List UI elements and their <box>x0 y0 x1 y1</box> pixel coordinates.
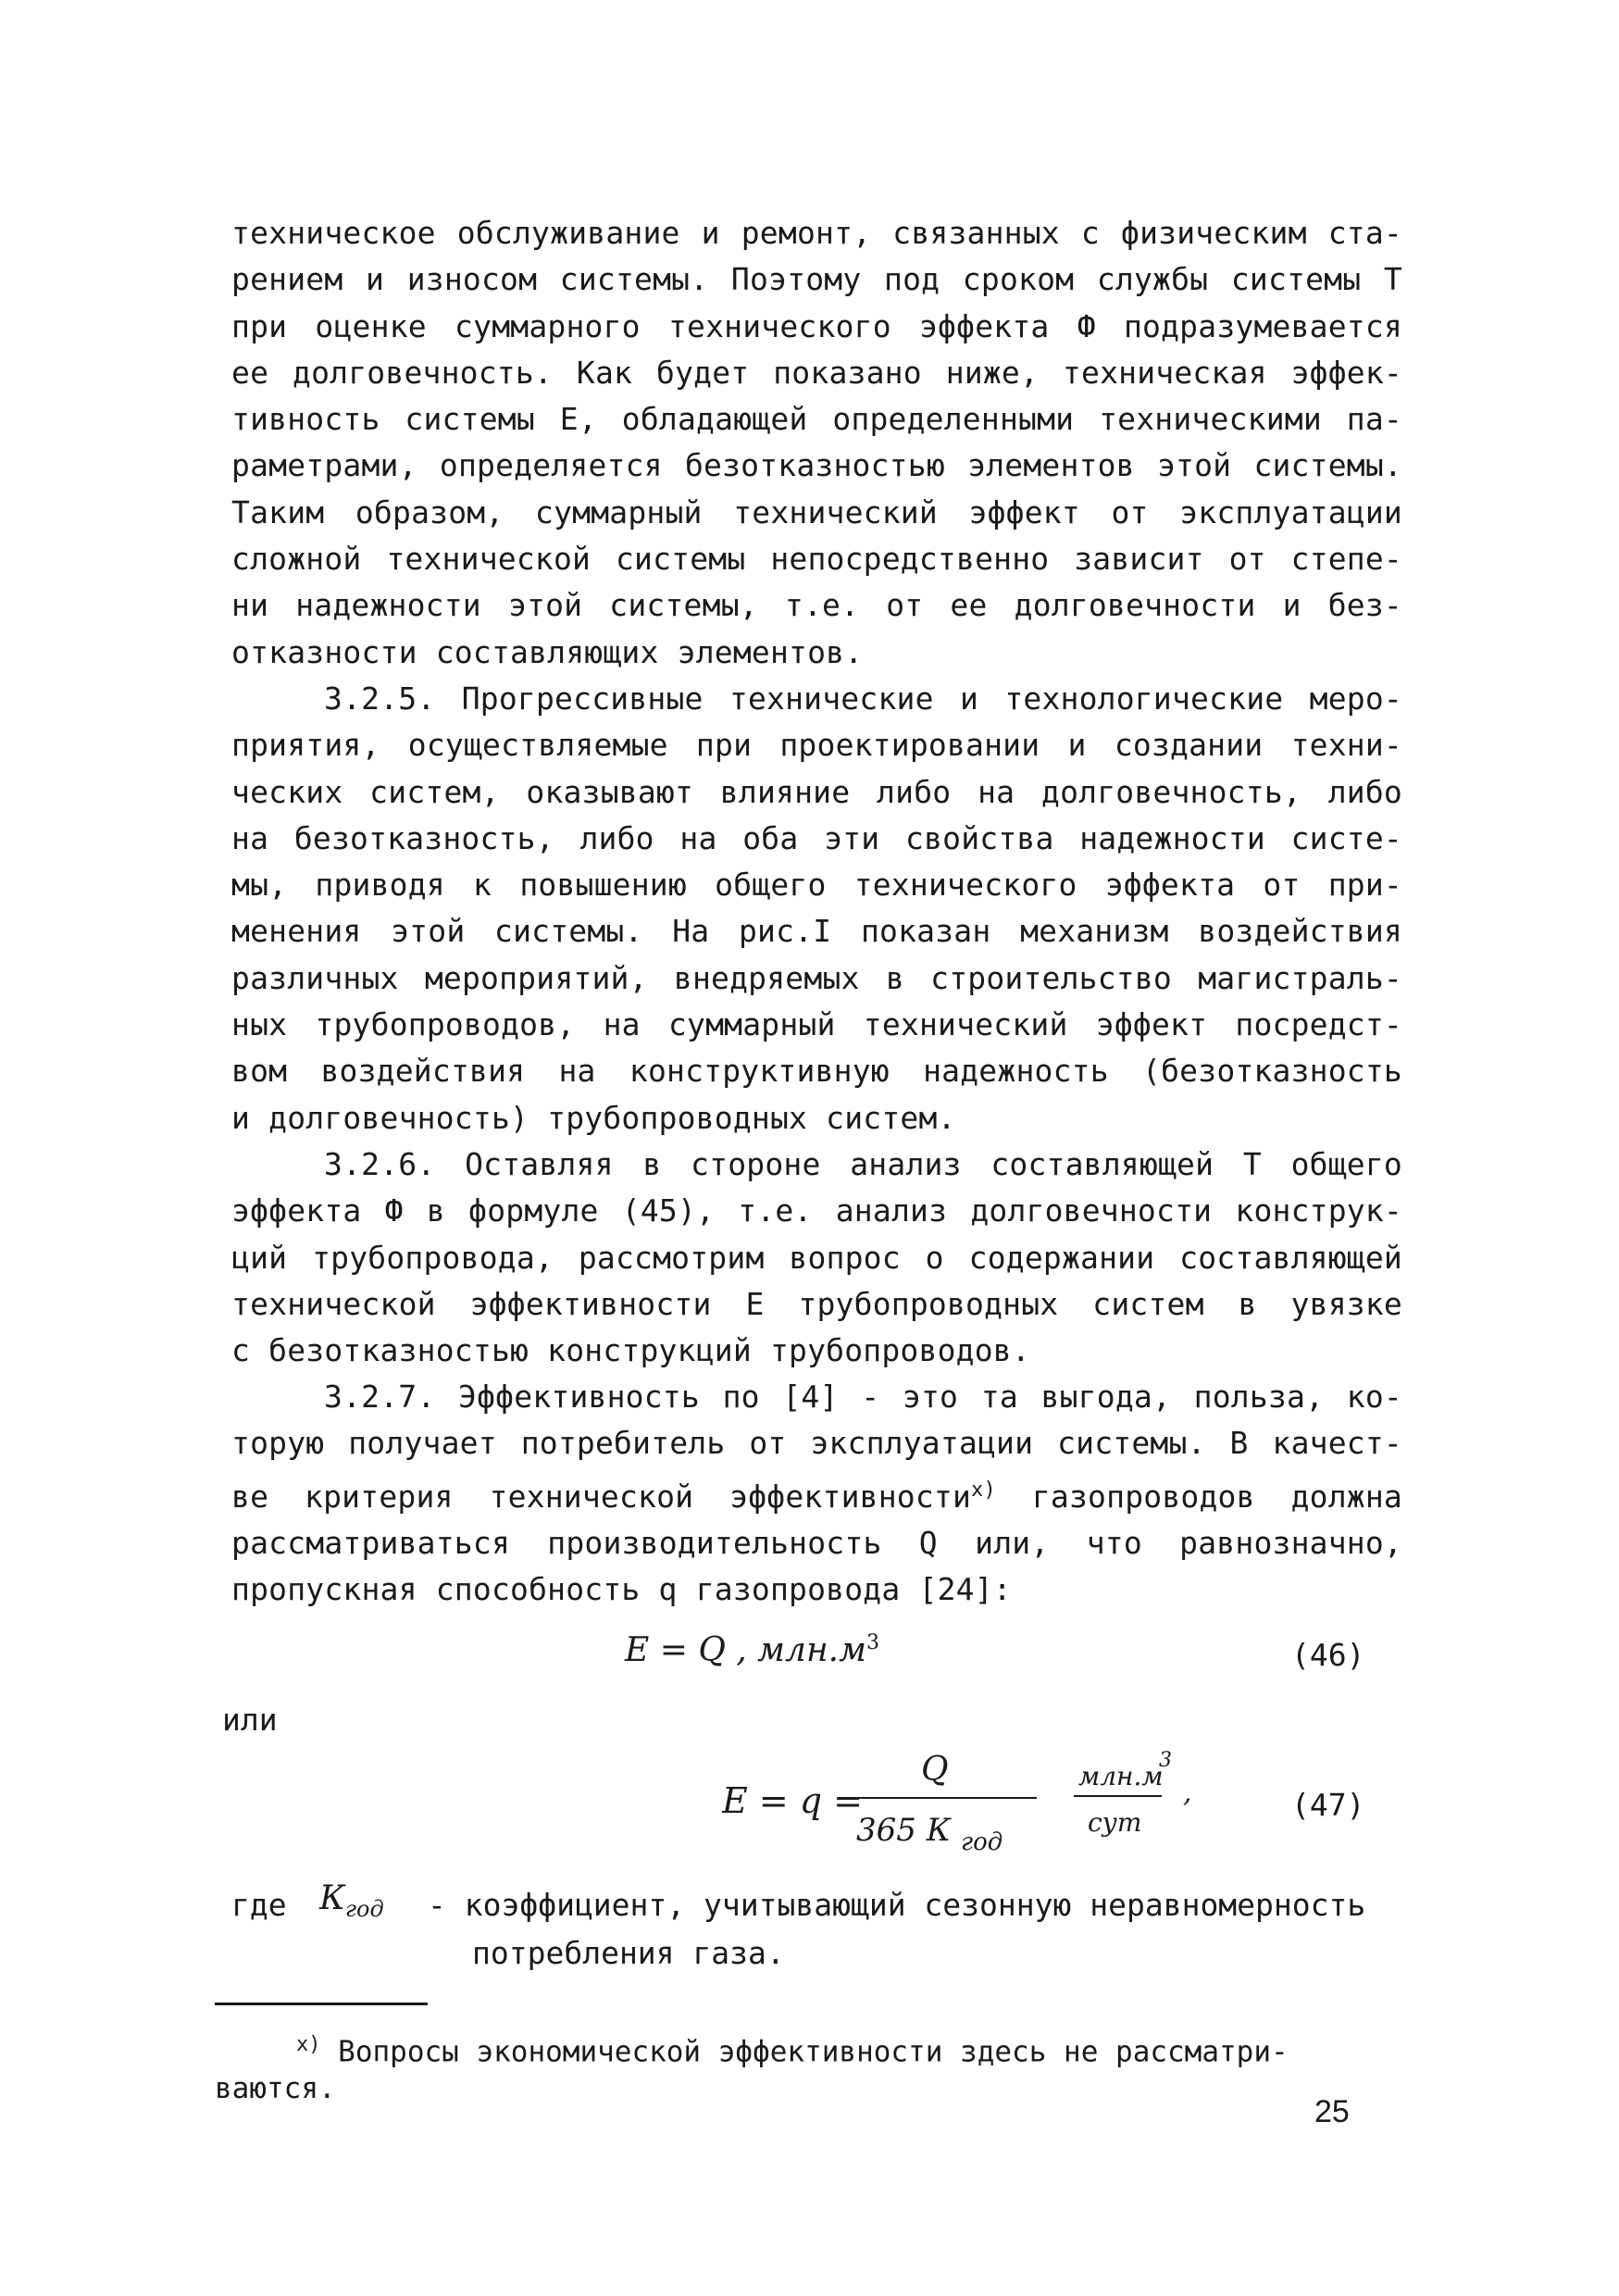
text-line: приятия, осуществляемые при проектировании и создании техни- <box>231 727 1402 764</box>
footnote-marker: x) <box>296 2033 321 2056</box>
kgod-letter: К <box>319 1879 345 1917</box>
where-word: где <box>231 1887 287 1923</box>
text-line: 3.2.6. Оставляя в стороне анализ составляющей Т общего <box>324 1146 1402 1182</box>
text-line: технической эффективности Е трубопроводных систем в увязке <box>231 1285 1402 1322</box>
unit-numerator: млн.м <box>1078 1761 1164 1791</box>
equation-46-body: E = Q , млн.м <box>625 1631 866 1669</box>
equation-46 <box>625 1631 879 1669</box>
text-segment: газопроводов должна <box>995 1478 1402 1515</box>
equation-47-number: (47) <box>1291 1787 1365 1823</box>
text-line: сложной технической системы непосредственно зависит от степе- <box>231 541 1402 578</box>
text-line: тивность системы Е, обладающей определенными техническими па- <box>231 401 1402 438</box>
text-line: 3.2.5. Прогрессивные технические и технологические меро- <box>324 680 1402 717</box>
kgod-symbol <box>319 1879 384 1922</box>
footnote-rule <box>215 2003 428 2005</box>
text-line: ни надежности этой системы, т.е. от ее долговечности и без- <box>231 587 1402 624</box>
text-line: раметрами, определяется безотказностью элементов этой системы. <box>231 447 1402 484</box>
text-line: и долговечность) трубопроводных систем. <box>231 1099 956 1136</box>
text-line: различных мероприятий, внедряемых в строительство магистраль- <box>231 959 1402 996</box>
text-line: ее долговечность. Как будет показано ниже, техническая эффек- <box>231 354 1402 391</box>
unit-comma: , <box>1183 1777 1192 1809</box>
text-line: с безотказностью конструкций трубопроводов. <box>231 1332 1030 1369</box>
text-line: вом воздействия на конструктивную надежность (безотказность <box>231 1053 1402 1090</box>
text-line: рением и износом системы. Поэтому под сроком службы системы Т <box>231 261 1402 298</box>
equation-46-exponent: 3 <box>866 1631 879 1654</box>
equation-46-number: (46) <box>1291 1637 1365 1673</box>
equation-47-numerator: Q <box>921 1751 949 1789</box>
footnote-line: ваются. <box>215 2072 336 2106</box>
paragraph-3-2-6 <box>231 1142 1402 1374</box>
text-line: менения этой системы. На рис.I показан механизм воздействия <box>231 913 1402 950</box>
text-line: рассматриваться производительность Q или, что равнозначно, <box>231 1524 1402 1561</box>
text-line: отказности составляющих элементов. <box>231 633 864 670</box>
equation-47 <box>722 1739 1055 1878</box>
text-line: ческих систем, оказывают влияние либо на долговечность, либо <box>231 773 1402 810</box>
text-line: ций трубопровода, рассмотрим вопрос о содержании составляющей <box>231 1239 1402 1276</box>
unit-graphic <box>1074 1739 1213 1878</box>
paragraph-3-2-5 <box>231 676 1402 1142</box>
equation-47-lhs: E = q = <box>722 1780 863 1821</box>
paragraph-3-2-7 <box>231 1374 1402 1613</box>
where-definition-cont: потребления газа. <box>472 1935 785 1971</box>
footnote-marker: x) <box>971 1478 996 1502</box>
kgod-subscript: год <box>344 1896 384 1923</box>
equation-47-denominator: 365 К <box>856 1812 952 1849</box>
or-word: или <box>222 1702 278 1738</box>
equation-47-graphic <box>722 1739 1055 1878</box>
text-line: пропускная способность q газопровода [24]: <box>231 1571 1012 1608</box>
footnote-text: Вопросы экономической эффективности здесь не рассматри- <box>320 2035 1289 2069</box>
text-line <box>231 1467 1402 1520</box>
equation-47-denominator-sub: год <box>961 1828 1003 1856</box>
equation-47-unit <box>1074 1739 1213 1878</box>
footnote-line <box>215 2023 1409 2074</box>
unit-exponent: 3 <box>1159 1749 1172 1772</box>
where-definition: - коэффициент, учитывающий сезонную неравномерность <box>428 1887 1366 1923</box>
text-line: эффекта Ф в формуле (45), т.е. анализ долговечности конструк- <box>231 1192 1402 1229</box>
text-line: 3.2.7. Эффективность по [4] - это та выгода, польза, ко- <box>324 1379 1402 1415</box>
paragraph-1 <box>231 210 1402 676</box>
text-line: ных трубопроводов, на суммарный технический эффект посредст- <box>231 1006 1402 1043</box>
text-line: на безотказность, либо на оба эти свойства надежности систе- <box>231 819 1402 856</box>
text-line: при оценке суммарного технического эффекта Ф подразумевается <box>231 307 1402 344</box>
unit-denominator: сут <box>1088 1807 1142 1838</box>
text-line: торую получает потребитель от эксплуатации системы. В качест- <box>231 1425 1402 1462</box>
page-number: 25 <box>1314 2094 1350 2129</box>
text-line: мы, приводя к повышению общего технического эффекта от при- <box>231 867 1402 904</box>
text-line: техническое обслуживание и ремонт, связанных с физическим ста- <box>231 215 1402 251</box>
footnote <box>215 2023 1409 2111</box>
text-segment: ве критерия технической эффективности <box>231 1478 972 1515</box>
text-line: Таким образом, суммарный технический эффект от эксплуатации <box>231 493 1402 530</box>
